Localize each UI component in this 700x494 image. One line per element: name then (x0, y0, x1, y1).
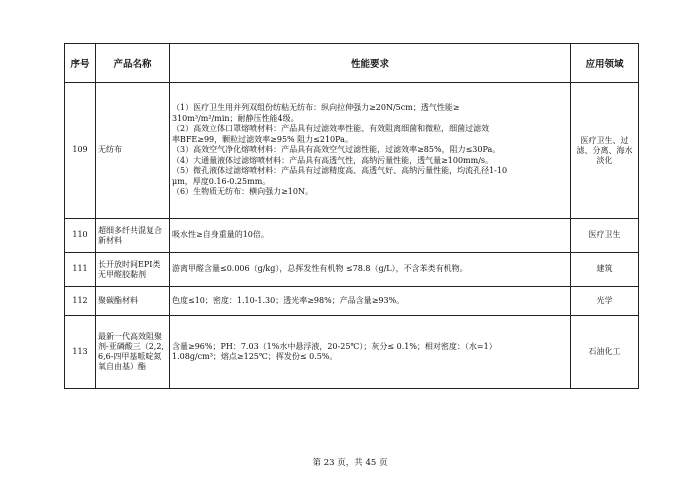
table-row (65, 287, 639, 316)
row-performance (170, 316, 571, 389)
table-header-row (65, 44, 639, 83)
row-no: 113 (65, 316, 96, 389)
header-product-name: 产品名称 (96, 44, 170, 83)
performance-line: 310m³/m²/min；耐静压性能4级。 (172, 113, 299, 123)
performance-line: 率BFE≥99，颗粒过滤效率≥95% 阻力≤210Pa。 (172, 134, 353, 144)
row-no: 111 (65, 253, 96, 287)
row-no: 112 (65, 287, 96, 316)
row-performance: 色度≤10；密度：1.10-1.30；透光率≥98%；产品含量≥93%。 (170, 287, 571, 316)
header-application-field: 应用领域 (571, 44, 639, 83)
performance-line: （1）医疗卫生用并列双组份纺粘无纺布：纵向拉伸强力≥20N/5cm；透气性能≥ (172, 103, 460, 113)
performance-line: （2）高效立体口罩熔喷材料：产品具有过滤效率性能、有效阻离细菌和微粒，细菌过滤效 (172, 124, 490, 134)
header-no: 序号 (65, 44, 96, 83)
performance-line: （5）微孔液体过滤熔喷材料：产品具有过滤精度高、高透气好、高纳污量性能，均流孔径1-10 (172, 166, 508, 176)
table-row (65, 253, 639, 287)
row-product-name: 无纺布 (96, 83, 170, 219)
row-application-field: 医疗卫生、过滤、分离、海水淡化 (571, 83, 639, 219)
table-row (65, 83, 639, 219)
row-application-field: 建筑 (571, 253, 639, 287)
row-no: 109 (65, 83, 96, 219)
header-performance: 性能要求 (170, 44, 571, 83)
row-application-field: 医疗卫生 (571, 219, 639, 253)
performance-line: 1.08g/cm³；熔点≥125℃；挥发份≤ 0.5%。 (172, 352, 338, 361)
performance-line: μm，厚度0.16-0.25mm。 (172, 176, 271, 186)
row-product-name: 聚碳酯材料 (96, 287, 170, 316)
row-performance: 游离甲醛含量≤0.006（g/kg），总挥发性有机物 ≤78.8（g/L），不含苯类有机物。 (170, 253, 571, 287)
row-application-field: 石油化工 (571, 316, 639, 389)
row-product-name: 超细多纤共混复合新材料 (96, 219, 170, 253)
performance-line: 含量≥96%；PH：7.03（1%水中悬浮液，20-25℃）；灰分≤ 0.1%；相对密度：（水=1） (172, 341, 497, 351)
performance-line: （4）大通量液体过滤熔喷材料：产品具有高透气性，高纳污量性能，透气量≥100mm/s。 (172, 155, 494, 165)
row-product-name: 长开放时间EPI类无甲醛胶黏剂 (96, 253, 170, 287)
performance-line: （3）高效空气净化熔喷材料：产品具有高效空气过滤性能，过滤效率≥85%，阻力≤30Pa。 (172, 145, 501, 155)
row-performance (170, 83, 571, 219)
row-product-name: 最新一代高效阻聚剂-亚磷酸三（2,2,6,6-四甲基哌啶氮氧自由基）酯 (96, 316, 170, 389)
product-spec-table (64, 43, 639, 389)
performance-line: （6）生物质无纺布：横向强力≥10N。 (172, 187, 313, 197)
row-no: 110 (65, 219, 96, 253)
table-row (65, 316, 639, 389)
page-footer: 第 23 页，共 45 页 (312, 458, 388, 468)
row-application-field: 光学 (571, 287, 639, 316)
row-performance: 吸水性≥自身重量的10倍。 (170, 219, 571, 253)
table-row (65, 219, 639, 253)
